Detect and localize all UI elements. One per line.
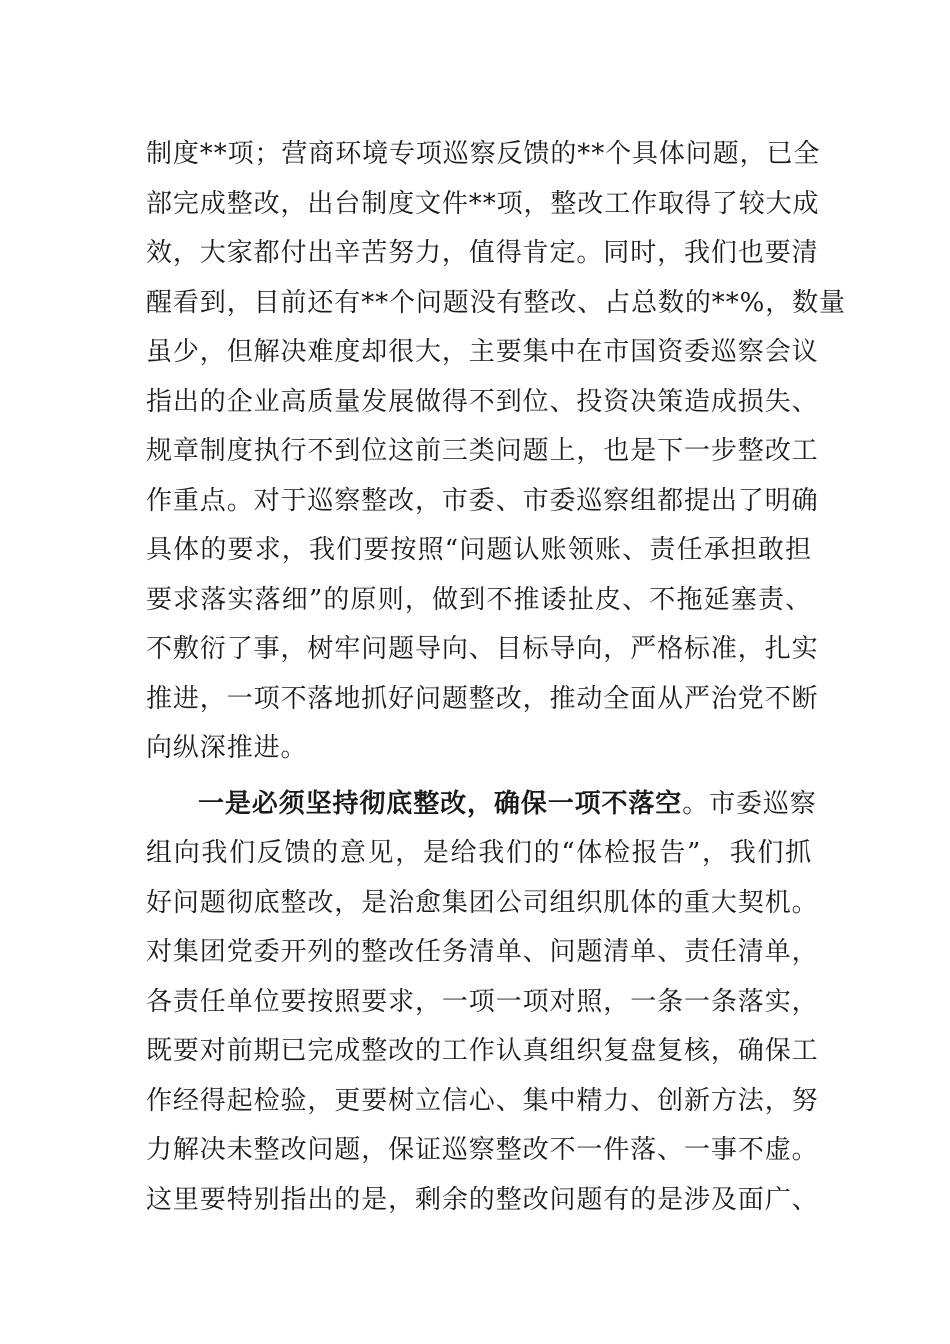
text-line: 规章制度执行不到位这前三类问题上，也是下一步整改工 [146, 436, 819, 466]
paragraph-1 [146, 130, 846, 774]
text-line: 不敷衍了事，树牢问题导向、目标导向，严格标准，扎实 [146, 634, 819, 664]
text-line: 部完成整改，出台制度文件**项，整改工作取得了较大成 [146, 188, 820, 219]
paragraph-2 [146, 780, 819, 1226]
section-heading: 一是必须坚持彻底整改，确保一项不落空 [198, 788, 683, 819]
text-line: 对集团党委开列的整改任务清单、问题清单、责任清单， [146, 937, 819, 967]
text-line: 制度**项；营商环境专项巡察反馈的**个具体问题，已全 [146, 139, 821, 169]
text-line: 既要对前期已完成整改的工作认真组织复盘复核，确保工 [146, 1036, 819, 1066]
heading-tail: 。市委巡察 [682, 788, 817, 819]
text-line: 各责任单位要按照要求，一项一项对照，一条一条落实， [146, 986, 819, 1017]
text-line: 组向我们反馈的意见，是给我们的“体检报告”，我们抓 [146, 838, 812, 868]
text-line-first [146, 780, 817, 830]
text-line: 要求落实落细”的原则，做到不推诿扯皮、不拖延塞责、 [146, 584, 812, 615]
text-line: 向纵深推进。 [146, 733, 308, 763]
text-line: 虽少，但解决难度却很大，主要集中在市国资委巡察会议 [146, 337, 819, 367]
document-body [146, 130, 846, 1225]
text-line: 力解决未整改问题，保证巡察整改不一件落、一事不虚。 [146, 1135, 819, 1165]
text-line: 具体的要求，我们要按照“问题认账领账、责任承担敢担 [146, 535, 812, 565]
text-line: 效，大家都付出辛苦努力，值得肯定。同时，我们也要清 [146, 238, 819, 268]
text-line: 好问题彻底整改，是治愈集团公司组织肌体的重大契机。 [146, 887, 819, 918]
text-line: 这里要特别指出的是，剩余的整改问题有的是涉及面广、 [146, 1184, 819, 1215]
text-line: 指出的企业高质量发展做得不到位、投资决策造成损失、 [146, 386, 819, 417]
text-line: 推进，一项不落地抓好问题整改，推动全面从严治党不断 [146, 683, 819, 714]
text-line: 作重点。对于巡察整改，市委、市委巡察组都提出了明确 [146, 485, 819, 516]
text-line: 作经得起检验，更要树立信心、集中精力、创新方法，努 [146, 1085, 819, 1116]
text-line: 醒看到，目前还有**个问题没有整改、占总数的**%，数量 [146, 287, 846, 318]
